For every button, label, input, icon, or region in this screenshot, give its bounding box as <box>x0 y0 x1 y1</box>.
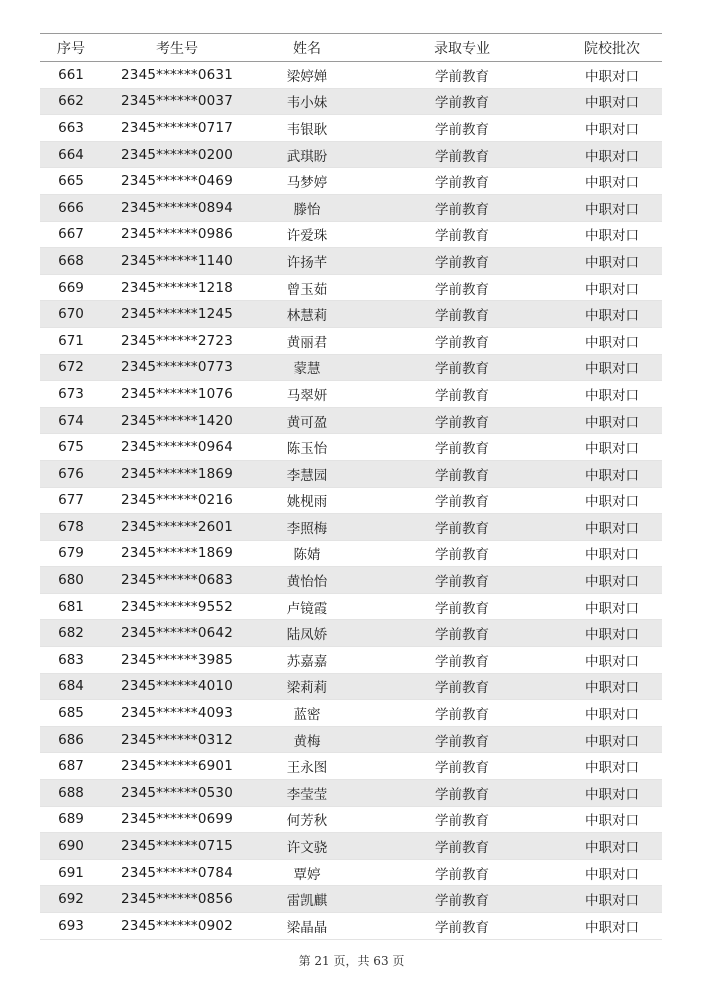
table-row <box>40 753 662 780</box>
cell-candidate-number: 2345******0715 <box>102 833 252 860</box>
cell-candidate-number: 2345******1140 <box>102 248 252 275</box>
cell-name: 滕怡 <box>252 194 362 221</box>
cell-candidate-number: 2345******0530 <box>102 780 252 807</box>
cell-major: 学前教育 <box>362 62 562 89</box>
table-row <box>40 381 662 408</box>
cell-major: 学前教育 <box>362 141 562 168</box>
cell-batch: 中职对口 <box>562 381 662 408</box>
cell-name: 王永图 <box>252 753 362 780</box>
cell-major: 学前教育 <box>362 833 562 860</box>
cell-batch: 中职对口 <box>562 407 662 434</box>
cell-batch: 中职对口 <box>562 274 662 301</box>
cell-name: 许扬芊 <box>252 248 362 275</box>
cell-name: 武琪盼 <box>252 141 362 168</box>
cell-candidate-number: 2345******0856 <box>102 886 252 913</box>
cell-candidate-number: 2345******0784 <box>102 859 252 886</box>
cell-candidate-number: 2345******2601 <box>102 514 252 541</box>
cell-major: 学前教育 <box>362 221 562 248</box>
cell-serial-number: 678 <box>40 514 102 541</box>
table-row <box>40 913 662 940</box>
table-row <box>40 407 662 434</box>
cell-candidate-number: 2345******0642 <box>102 620 252 647</box>
cell-serial-number: 691 <box>40 859 102 886</box>
cell-serial-number: 680 <box>40 567 102 594</box>
cell-serial-number: 684 <box>40 673 102 700</box>
cell-name: 蓝密 <box>252 700 362 727</box>
cell-name: 马翠妍 <box>252 381 362 408</box>
cell-candidate-number: 2345******0312 <box>102 726 252 753</box>
cell-candidate-number: 2345******1245 <box>102 301 252 328</box>
cell-batch: 中职对口 <box>562 221 662 248</box>
cell-candidate-number: 2345******1218 <box>102 274 252 301</box>
cell-batch: 中职对口 <box>562 168 662 195</box>
cell-name: 陆凤娇 <box>252 620 362 647</box>
cell-major: 学前教育 <box>362 381 562 408</box>
cell-batch: 中职对口 <box>562 327 662 354</box>
cell-major: 学前教育 <box>362 886 562 913</box>
table-row <box>40 88 662 115</box>
table-header-row <box>40 34 662 62</box>
cell-serial-number: 674 <box>40 407 102 434</box>
table-row <box>40 700 662 727</box>
cell-major: 学前教育 <box>362 753 562 780</box>
table-row <box>40 301 662 328</box>
cell-batch: 中职对口 <box>562 593 662 620</box>
cell-name: 许文骁 <box>252 833 362 860</box>
cell-candidate-number: 2345******0216 <box>102 487 252 514</box>
table-row <box>40 141 662 168</box>
cell-candidate-number: 2345******4010 <box>102 673 252 700</box>
cell-candidate-number: 2345******0683 <box>102 567 252 594</box>
table-row <box>40 115 662 142</box>
cell-serial-number: 693 <box>40 913 102 940</box>
cell-name: 曾玉茹 <box>252 274 362 301</box>
header-batch: 院校批次 <box>562 34 662 62</box>
cell-major: 学前教育 <box>362 88 562 115</box>
cell-serial-number: 671 <box>40 327 102 354</box>
cell-candidate-number: 2345******9552 <box>102 593 252 620</box>
cell-candidate-number: 2345******2723 <box>102 327 252 354</box>
cell-major: 学前教育 <box>362 700 562 727</box>
cell-candidate-number: 2345******0964 <box>102 434 252 461</box>
cell-major: 学前教育 <box>362 673 562 700</box>
cell-serial-number: 683 <box>40 647 102 674</box>
cell-serial-number: 681 <box>40 593 102 620</box>
admission-table <box>40 33 662 940</box>
cell-serial-number: 675 <box>40 434 102 461</box>
cell-serial-number: 676 <box>40 460 102 487</box>
cell-serial-number: 686 <box>40 726 102 753</box>
cell-candidate-number: 2345******1076 <box>102 381 252 408</box>
table-row <box>40 221 662 248</box>
cell-name: 何芳秋 <box>252 806 362 833</box>
cell-name: 李照梅 <box>252 514 362 541</box>
cell-serial-number: 669 <box>40 274 102 301</box>
cell-serial-number: 666 <box>40 194 102 221</box>
cell-major: 学前教育 <box>362 168 562 195</box>
cell-batch: 中职对口 <box>562 88 662 115</box>
cell-batch: 中职对口 <box>562 620 662 647</box>
cell-name: 马梦婷 <box>252 168 362 195</box>
table-row <box>40 859 662 886</box>
cell-major: 学前教育 <box>362 514 562 541</box>
cell-candidate-number: 2345******0773 <box>102 354 252 381</box>
cell-serial-number: 661 <box>40 62 102 89</box>
cell-batch: 中职对口 <box>562 806 662 833</box>
cell-serial-number: 682 <box>40 620 102 647</box>
cell-name: 韦小妹 <box>252 88 362 115</box>
cell-candidate-number: 2345******1869 <box>102 540 252 567</box>
cell-batch: 中职对口 <box>562 700 662 727</box>
cell-major: 学前教育 <box>362 780 562 807</box>
cell-major: 学前教育 <box>362 567 562 594</box>
cell-batch: 中职对口 <box>562 487 662 514</box>
table-row <box>40 647 662 674</box>
cell-major: 学前教育 <box>362 913 562 940</box>
cell-serial-number: 664 <box>40 141 102 168</box>
cell-candidate-number: 2345******0894 <box>102 194 252 221</box>
cell-name: 卢镜霞 <box>252 593 362 620</box>
cell-major: 学前教育 <box>362 647 562 674</box>
cell-batch: 中职对口 <box>562 115 662 142</box>
cell-serial-number: 679 <box>40 540 102 567</box>
table-row <box>40 487 662 514</box>
cell-name: 苏嘉嘉 <box>252 647 362 674</box>
cell-batch: 中职对口 <box>562 460 662 487</box>
cell-serial-number: 662 <box>40 88 102 115</box>
cell-name: 雷凯麒 <box>252 886 362 913</box>
cell-batch: 中职对口 <box>562 301 662 328</box>
cell-major: 学前教育 <box>362 487 562 514</box>
cell-candidate-number: 2345******0986 <box>102 221 252 248</box>
cell-name: 梁晶晶 <box>252 913 362 940</box>
cell-name: 林慧莉 <box>252 301 362 328</box>
cell-major: 学前教育 <box>362 407 562 434</box>
cell-major: 学前教育 <box>362 540 562 567</box>
cell-major: 学前教育 <box>362 274 562 301</box>
cell-serial-number: 667 <box>40 221 102 248</box>
cell-candidate-number: 2345******6901 <box>102 753 252 780</box>
table-body <box>40 62 662 940</box>
table-row <box>40 354 662 381</box>
cell-candidate-number: 2345******0200 <box>102 141 252 168</box>
cell-serial-number: 690 <box>40 833 102 860</box>
table-row <box>40 620 662 647</box>
cell-candidate-number: 2345******4093 <box>102 700 252 727</box>
cell-batch: 中职对口 <box>562 886 662 913</box>
header-name: 姓名 <box>252 34 362 62</box>
cell-major: 学前教育 <box>362 460 562 487</box>
cell-name: 许爱珠 <box>252 221 362 248</box>
cell-major: 学前教育 <box>362 115 562 142</box>
table-row <box>40 327 662 354</box>
admission-table-container <box>40 33 662 940</box>
cell-candidate-number: 2345******0037 <box>102 88 252 115</box>
cell-candidate-number: 2345******3985 <box>102 647 252 674</box>
cell-candidate-number: 2345******0469 <box>102 168 252 195</box>
cell-batch: 中职对口 <box>562 647 662 674</box>
cell-major: 学前教育 <box>362 620 562 647</box>
table-row <box>40 168 662 195</box>
table-row <box>40 434 662 461</box>
cell-batch: 中职对口 <box>562 833 662 860</box>
cell-name: 蒙慧 <box>252 354 362 381</box>
cell-serial-number: 670 <box>40 301 102 328</box>
cell-name: 陈婧 <box>252 540 362 567</box>
cell-serial-number: 663 <box>40 115 102 142</box>
cell-name: 黄梅 <box>252 726 362 753</box>
cell-candidate-number: 2345******0902 <box>102 913 252 940</box>
table-row <box>40 194 662 221</box>
cell-batch: 中职对口 <box>562 859 662 886</box>
cell-serial-number: 689 <box>40 806 102 833</box>
cell-batch: 中职对口 <box>562 354 662 381</box>
cell-serial-number: 685 <box>40 700 102 727</box>
cell-major: 学前教育 <box>362 248 562 275</box>
table-row <box>40 806 662 833</box>
cell-serial-number: 672 <box>40 354 102 381</box>
cell-name: 李莹莹 <box>252 780 362 807</box>
cell-serial-number: 688 <box>40 780 102 807</box>
cell-major: 学前教育 <box>362 434 562 461</box>
cell-batch: 中职对口 <box>562 434 662 461</box>
table-row <box>40 833 662 860</box>
cell-name: 李慧园 <box>252 460 362 487</box>
cell-name: 梁婷婵 <box>252 62 362 89</box>
cell-major: 学前教育 <box>362 859 562 886</box>
cell-name: 梁莉莉 <box>252 673 362 700</box>
cell-candidate-number: 2345******0717 <box>102 115 252 142</box>
table-row <box>40 514 662 541</box>
table-row <box>40 886 662 913</box>
cell-major: 学前教育 <box>362 593 562 620</box>
cell-name: 姚枧雨 <box>252 487 362 514</box>
cell-major: 学前教育 <box>362 726 562 753</box>
cell-serial-number: 687 <box>40 753 102 780</box>
cell-batch: 中职对口 <box>562 194 662 221</box>
table-row <box>40 460 662 487</box>
cell-serial-number: 673 <box>40 381 102 408</box>
cell-batch: 中职对口 <box>562 141 662 168</box>
cell-name: 覃婷 <box>252 859 362 886</box>
cell-candidate-number: 2345******0631 <box>102 62 252 89</box>
cell-batch: 中职对口 <box>562 514 662 541</box>
header-candidate-number: 考生号 <box>102 34 252 62</box>
cell-major: 学前教育 <box>362 806 562 833</box>
cell-name: 陈玉怡 <box>252 434 362 461</box>
cell-serial-number: 677 <box>40 487 102 514</box>
cell-major: 学前教育 <box>362 327 562 354</box>
cell-major: 学前教育 <box>362 194 562 221</box>
cell-batch: 中职对口 <box>562 248 662 275</box>
table-row <box>40 248 662 275</box>
table-row <box>40 726 662 753</box>
table-row <box>40 274 662 301</box>
cell-serial-number: 692 <box>40 886 102 913</box>
cell-batch: 中职对口 <box>562 540 662 567</box>
cell-candidate-number: 2345******1869 <box>102 460 252 487</box>
cell-batch: 中职对口 <box>562 913 662 940</box>
page-footer: 第 21 页，共 63 页 <box>298 954 405 968</box>
cell-name: 黄可盈 <box>252 407 362 434</box>
cell-batch: 中职对口 <box>562 780 662 807</box>
cell-serial-number: 668 <box>40 248 102 275</box>
cell-major: 学前教育 <box>362 354 562 381</box>
table-row <box>40 593 662 620</box>
cell-serial-number: 665 <box>40 168 102 195</box>
table-row <box>40 62 662 89</box>
header-major: 录取专业 <box>362 34 562 62</box>
table-row <box>40 540 662 567</box>
cell-batch: 中职对口 <box>562 673 662 700</box>
cell-name: 黄怡怡 <box>252 567 362 594</box>
cell-batch: 中职对口 <box>562 567 662 594</box>
cell-name: 韦银耿 <box>252 115 362 142</box>
table-row <box>40 673 662 700</box>
cell-name: 黄丽君 <box>252 327 362 354</box>
cell-batch: 中职对口 <box>562 62 662 89</box>
header-serial-number: 序号 <box>40 34 102 62</box>
table-row <box>40 780 662 807</box>
cell-major: 学前教育 <box>362 301 562 328</box>
cell-batch: 中职对口 <box>562 753 662 780</box>
cell-candidate-number: 2345******1420 <box>102 407 252 434</box>
table-row <box>40 567 662 594</box>
cell-batch: 中职对口 <box>562 726 662 753</box>
cell-candidate-number: 2345******0699 <box>102 806 252 833</box>
